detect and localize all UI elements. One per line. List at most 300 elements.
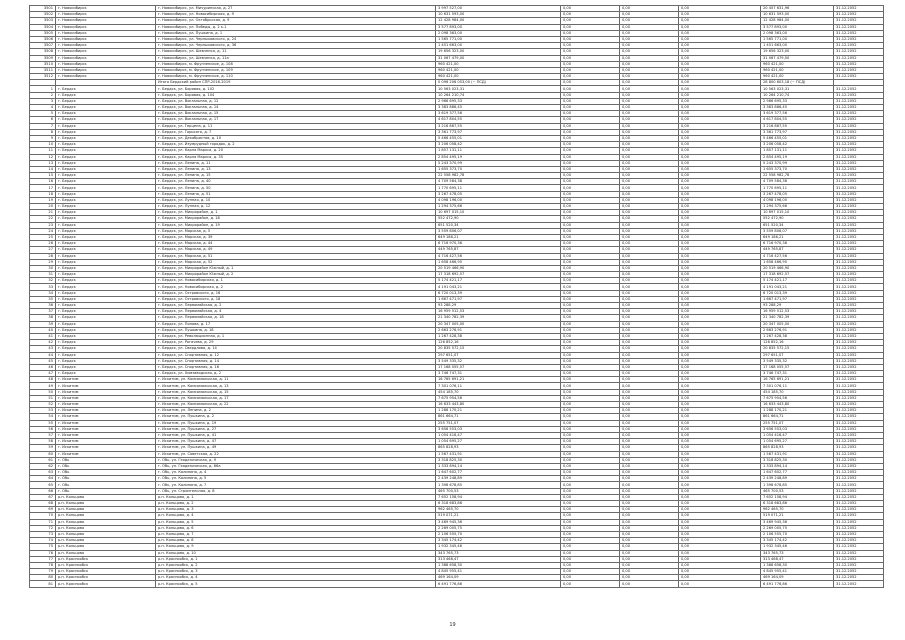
cost-budget-cell: 0,00 <box>620 575 679 581</box>
cost-fund-cell: 0,00 <box>561 513 620 519</box>
deadline-cell: 31.12.2052 <box>834 544 884 550</box>
municipality-cell: г. Обь <box>56 457 156 463</box>
cost-total-cell: 960 421,00 <box>436 67 561 73</box>
cost-budget-cell: 0,00 <box>620 420 679 426</box>
row-number-cell: 3501 <box>30 6 56 12</box>
cost-total-cell: 960 421,00 <box>436 61 561 67</box>
cost-fund-cell: 0,00 <box>561 389 620 395</box>
cost-fund-cell: 0,00 <box>561 531 620 537</box>
cost-other-cell: 0,00 <box>679 346 761 352</box>
cost-fund-cell: 0,00 <box>561 463 620 469</box>
cost-budget-cell: 0,00 <box>620 253 679 259</box>
row-number-cell: 41 <box>30 333 56 339</box>
municipality-cell: г. Обь <box>56 488 156 494</box>
cost-other-cell: 0,00 <box>679 92 761 98</box>
cost-owners-cell: 2 439 248,89 <box>761 476 834 482</box>
cost-fund-cell: 0,00 <box>561 439 620 445</box>
municipality-cell: г. Бердск <box>56 315 156 321</box>
address-cell: г. Бердск, ул. Вокзальная, д. 12 <box>156 98 436 104</box>
cost-total-cell: 3 577 893,00 <box>436 24 561 30</box>
cost-total-cell: 21 340 782,39 <box>436 315 561 321</box>
deadline-cell: 31.12.2052 <box>834 30 884 36</box>
row-number-cell: 3506 <box>30 36 56 42</box>
cost-total-cell: 1 288 170,21 <box>436 408 561 414</box>
address-cell: г. Искитим, ул. Пушкина, д. 27 <box>156 426 436 432</box>
cost-budget-cell: 0,00 <box>620 61 679 67</box>
cost-budget-cell: 0,00 <box>620 80 679 86</box>
deadline-cell: 31.12.2052 <box>834 371 884 377</box>
cost-total-cell: 3 361 773,97 <box>436 129 561 135</box>
cost-owners-cell: 2 106 555,70 <box>761 531 834 537</box>
cost-total-cell: 20 347 005,00 <box>436 321 561 327</box>
cost-other-cell: 0,00 <box>679 507 761 513</box>
cost-owners-cell: 2 098 363,00 <box>761 30 834 36</box>
address-cell: г. Искитим, ул. Комсомольская, д. 15 <box>156 389 436 395</box>
cost-owners-cell: 3 345 174,42 <box>761 538 834 544</box>
row-number-cell: 3509 <box>30 55 56 61</box>
cost-budget-cell: 0,00 <box>620 581 679 587</box>
municipality-cell: г. Искитим <box>56 389 156 395</box>
address-cell: г. Бердск, ул. Свердлова, д. 14 <box>156 346 436 352</box>
cost-other-cell: 0,00 <box>679 562 761 568</box>
municipality-cell: г. Новосибирск <box>56 12 156 18</box>
municipality-cell: г. Бердск <box>56 191 156 197</box>
deadline-cell: 31.12.2052 <box>834 204 884 210</box>
cost-owners-cell: 7 652 158,94 <box>761 494 834 500</box>
cost-other-cell: 0,00 <box>679 43 761 49</box>
row-number-cell: 18 <box>30 191 56 197</box>
cost-owners-cell: 1 054 416,47 <box>761 432 834 438</box>
cost-fund-cell: 0,00 <box>561 327 620 333</box>
cost-total-cell: 313 468,47 <box>436 556 561 562</box>
deadline-cell: 31.12.2052 <box>834 284 884 290</box>
cost-owners-cell: 255 751,07 <box>761 420 834 426</box>
deadline-cell: 31.12.2052 <box>834 321 884 327</box>
address-cell: г. Бердск, ул. Новосибирская, д. 2 <box>156 284 436 290</box>
row-number-cell: 2 <box>30 92 56 98</box>
municipality-cell: г. Бердск <box>56 340 156 346</box>
municipality-cell: р.п. Кольцово <box>56 519 156 525</box>
cost-fund-cell: 0,00 <box>561 185 620 191</box>
row-number-cell: 35 <box>30 296 56 302</box>
cost-budget-cell: 0,00 <box>620 309 679 315</box>
deadline-cell: 31.12.2052 <box>834 556 884 562</box>
row-number-cell: 24 <box>30 228 56 234</box>
cost-total-cell: 10 697 015,10 <box>436 210 561 216</box>
row-number-cell: 3503 <box>30 18 56 24</box>
cost-other-cell: 0,00 <box>679 519 761 525</box>
address-cell: г. Бердск, ул. Ленина, д. 13 <box>156 166 436 172</box>
address-cell: Итого Бердский район СПР-2016-2019 <box>156 80 436 86</box>
cost-total-cell: 1 054 695,27 <box>436 439 561 445</box>
cost-budget-cell: 0,00 <box>620 321 679 327</box>
cost-owners-cell: 6 716 970,36 <box>761 241 834 247</box>
cost-fund-cell: 0,00 <box>561 142 620 148</box>
row-number-cell: 6 <box>30 117 56 123</box>
municipality-cell: г. Бердск <box>56 272 156 278</box>
row-number-cell: 10 <box>30 142 56 148</box>
address-cell: г. Бердск, ул. Первомайская, д. 4 <box>156 309 436 315</box>
row-number-cell: 3510 <box>30 61 56 67</box>
cost-total-cell: 7 652 158,94 <box>436 494 561 500</box>
row-number-cell: 51 <box>30 395 56 401</box>
deadline-cell: 31.12.2052 <box>834 105 884 111</box>
cost-other-cell: 0,00 <box>679 74 761 80</box>
address-cell: г. Бердск, ул. Вокзальная, д. 14 <box>156 105 436 111</box>
cost-budget-cell: 0,00 <box>620 284 679 290</box>
cost-other-cell: 0,00 <box>679 49 761 55</box>
cost-budget-cell: 0,00 <box>620 290 679 296</box>
cost-total-cell: 10 631 593,00 <box>436 12 561 18</box>
row-number-cell: 15 <box>30 173 56 179</box>
deadline-cell: 31.12.2052 <box>834 575 884 581</box>
cost-other-cell: 0,00 <box>679 173 761 179</box>
cost-other-cell: 0,00 <box>679 148 761 154</box>
cost-other-cell: 0,00 <box>679 550 761 556</box>
municipality-cell: г. Обь <box>56 482 156 488</box>
cost-fund-cell: 0,00 <box>561 544 620 550</box>
cost-budget-cell: 0,00 <box>620 154 679 160</box>
municipality-cell: г. Новосибирск <box>56 30 156 36</box>
cost-budget-cell: 0,00 <box>620 395 679 401</box>
cost-fund-cell: 0,00 <box>561 154 620 160</box>
deadline-cell: 31.12.2052 <box>834 173 884 179</box>
cost-total-cell: 465 700,53 <box>436 488 561 494</box>
cost-owners-cell: 7 301 076,11 <box>761 383 834 389</box>
address-cell: г. Бердск, ул. Лунная, д. 10 <box>156 197 436 203</box>
cost-budget-cell: 0,00 <box>620 389 679 395</box>
cost-fund-cell: 0,00 <box>561 519 620 525</box>
cost-total-cell: 2 439 248,89 <box>436 476 561 482</box>
address-cell: р.п. Кольцово, д. 2 <box>156 501 436 507</box>
deadline-cell: 31.12.2052 <box>834 290 884 296</box>
cost-fund-cell: 0,00 <box>561 457 620 463</box>
municipality-cell: р.п. Краснообск <box>56 581 156 587</box>
address-cell: г. Бердск, ул. Революционная, д. 1 <box>156 333 436 339</box>
municipality-cell: р.п. Кольцово <box>56 550 156 556</box>
address-cell: г. Бердск, ул. Боровая, д. 102 <box>156 86 436 92</box>
cost-fund-cell: 0,00 <box>561 426 620 432</box>
municipality-cell: г. Бердск <box>56 92 156 98</box>
cost-budget-cell: 0,00 <box>620 476 679 482</box>
deadline-cell: 31.12.2052 <box>834 451 884 457</box>
cost-other-cell: 0,00 <box>679 476 761 482</box>
cost-budget-cell: 0,00 <box>620 525 679 531</box>
address-cell: г. Бердск, ул. Карла Маркса, д. 20 <box>156 148 436 154</box>
address-cell: г. Бердск, ул. Спортивная, д. 12 <box>156 352 436 358</box>
cost-other-cell: 0,00 <box>679 117 761 123</box>
cost-other-cell: 0,00 <box>679 98 761 104</box>
cost-other-cell: 0,00 <box>679 135 761 141</box>
row-number-cell: 44 <box>30 352 56 358</box>
cost-total-cell: 12 428 984,00 <box>436 18 561 24</box>
cost-other-cell: 0,00 <box>679 185 761 191</box>
cost-fund-cell: 0,00 <box>561 290 620 296</box>
cost-other-cell: 0,00 <box>679 569 761 575</box>
cost-owners-cell: 960 421,00 <box>761 67 834 73</box>
municipality-cell: г. Обь <box>56 463 156 469</box>
deadline-cell: 31.12.2052 <box>834 272 884 278</box>
municipality-cell: г. Бердск <box>56 327 156 333</box>
row-number-cell: 9 <box>30 135 56 141</box>
cost-other-cell: 0,00 <box>679 395 761 401</box>
cost-total-cell: 469 164,09 <box>436 575 561 581</box>
cost-fund-cell: 0,00 <box>561 18 620 24</box>
municipality-cell: г. Бердск <box>56 253 156 259</box>
row-number-cell: 62 <box>30 463 56 469</box>
address-cell: г. Обь, ул. Калинина, д. 5 <box>156 476 436 482</box>
row-number-cell: 69 <box>30 507 56 513</box>
address-cell: г. Бердск, ул. Лунная, д. 12 <box>156 204 436 210</box>
address-cell: г. Бердск, ул. Попова, д. 17 <box>156 321 436 327</box>
row-number-cell: 4 <box>30 105 56 111</box>
cost-other-cell: 0,00 <box>679 513 761 519</box>
deadline-cell: 31.12.2052 <box>834 562 884 568</box>
cost-total-cell: 3 997 527,00 <box>436 6 561 12</box>
cost-total-cell: 1 658 466,95 <box>436 259 561 265</box>
cost-total-cell: 1 388 658,30 <box>436 562 561 568</box>
cost-total-cell: 1 398 678,85 <box>436 482 561 488</box>
cost-other-cell: 0,00 <box>679 166 761 172</box>
deadline-cell: 31.12.2052 <box>834 389 884 395</box>
cost-total-cell: 3 549 335,32 <box>436 358 561 364</box>
cost-budget-cell: 0,00 <box>620 364 679 370</box>
row-number-cell: 3502 <box>30 12 56 18</box>
cost-fund-cell: 0,00 <box>561 371 620 377</box>
municipality-cell: г. Бердск <box>56 358 156 364</box>
deadline-cell: 31.12.2052 <box>834 414 884 420</box>
deadline-cell: 31.12.2052 <box>834 49 884 55</box>
municipality-cell: г. Бердск <box>56 247 156 253</box>
cost-total-cell: 2 098 363,00 <box>436 30 561 36</box>
deadline-cell: 31.12.2052 <box>834 148 884 154</box>
cost-total-cell: 1 054 416,47 <box>436 432 561 438</box>
cost-budget-cell: 0,00 <box>620 482 679 488</box>
cost-budget-cell: 0,00 <box>620 303 679 309</box>
address-cell: г. Бердск, ул. Первомайская, д. 2 <box>156 303 436 309</box>
row-number-cell: 52 <box>30 402 56 408</box>
cost-other-cell: 0,00 <box>679 488 761 494</box>
cost-fund-cell: 0,00 <box>561 55 620 61</box>
municipality-cell: г. Бердск <box>56 284 156 290</box>
cost-other-cell: 0,00 <box>679 86 761 92</box>
deadline-cell: 31.12.2052 <box>834 408 884 414</box>
row-number-cell: 68 <box>30 501 56 507</box>
municipality-cell: р.п. Кольцово <box>56 507 156 513</box>
cost-owners-cell: 7 675 954,56 <box>761 395 834 401</box>
cost-other-cell: 0,00 <box>679 439 761 445</box>
cost-budget-cell: 0,00 <box>620 346 679 352</box>
cost-fund-cell: 0,00 <box>561 241 620 247</box>
cost-owners-cell: 10 631 593,00 <box>761 12 834 18</box>
address-cell: р.п. Краснообск, д. 4 <box>156 575 436 581</box>
municipality-cell: г. Бердск <box>56 117 156 123</box>
deadline-cell: 31.12.2052 <box>834 67 884 73</box>
cost-fund-cell: 0,00 <box>561 340 620 346</box>
address-cell: г. Бердск, ул. Спортивная, д. 16 <box>156 364 436 370</box>
municipality-cell: г. Искитим <box>56 414 156 420</box>
municipality-cell: г. Бердск <box>56 278 156 284</box>
cost-total-cell: 3 469 945,36 <box>436 519 561 525</box>
cost-budget-cell: 0,00 <box>620 340 679 346</box>
cost-other-cell: 0,00 <box>679 544 761 550</box>
cost-total-cell: 3 746 747,31 <box>436 371 561 377</box>
cost-other-cell: 0,00 <box>679 123 761 129</box>
municipality-cell: р.п. Краснообск <box>56 569 156 575</box>
cost-owners-cell: 3 361 773,97 <box>761 129 834 135</box>
cost-owners-cell: 3 469 945,36 <box>761 519 834 525</box>
cost-fund-cell: 0,00 <box>561 333 620 339</box>
address-cell: г. Бердск, ул. Вокзальная, д. 17 <box>156 117 436 123</box>
cost-owners-cell: 960 421,00 <box>761 74 834 80</box>
municipality-cell: г. Искитим <box>56 445 156 451</box>
cost-other-cell: 0,00 <box>679 389 761 395</box>
row-number-cell: 36 <box>30 303 56 309</box>
address-cell: р.п. Кольцово, д. 3 <box>156 507 436 513</box>
cost-other-cell: 0,00 <box>679 445 761 451</box>
cost-budget-cell: 0,00 <box>620 296 679 302</box>
deadline-cell: 31.12.2052 <box>834 445 884 451</box>
cost-other-cell: 0,00 <box>679 581 761 587</box>
cost-total-cell: 651 520,34 <box>436 222 561 228</box>
cost-owners-cell: 16 765 691,21 <box>761 377 834 383</box>
cost-owners-cell: 4 191 043,21 <box>761 284 834 290</box>
cost-total-cell: 454 185,70 <box>436 389 561 395</box>
cost-total-cell: 3 345 174,42 <box>436 538 561 544</box>
deadline-cell: 31.12.2052 <box>834 12 884 18</box>
cost-budget-cell: 0,00 <box>620 18 679 24</box>
deadline-cell: 31.12.2052 <box>834 43 884 49</box>
cost-other-cell: 0,00 <box>679 265 761 271</box>
cost-owners-cell: 1 451 663,00 <box>761 43 834 49</box>
cost-budget-cell: 0,00 <box>620 123 679 129</box>
cost-budget-cell: 0,00 <box>620 432 679 438</box>
municipality-cell: г. Новосибирск <box>56 6 156 12</box>
address-cell: г. Обь, ул. Калинина, д. 7 <box>156 482 436 488</box>
address-cell: г. Новосибирск, ул. Мичуринская, д. 27 <box>156 6 436 12</box>
cost-total-cell: 5 243 370,99 <box>436 160 561 166</box>
cost-fund-cell: 0,00 <box>561 197 620 203</box>
address-cell: г. Искитим, ул. Пушкина, д. 2 <box>156 414 436 420</box>
deadline-cell: 31.12.2052 <box>834 129 884 135</box>
row-number-cell: 78 <box>30 562 56 568</box>
municipality-cell: г. Новосибирск <box>56 74 156 80</box>
cost-other-cell: 0,00 <box>679 18 761 24</box>
register-table <box>29 5 884 588</box>
cost-budget-cell: 0,00 <box>620 92 679 98</box>
address-cell: г. Новосибирск, ул. Новосибирская, д. 9 <box>156 12 436 18</box>
cost-total-cell: 2 269 005,75 <box>436 525 561 531</box>
cost-owners-cell: 861 664,71 <box>761 414 834 420</box>
cost-owners-cell: 5 243 370,99 <box>761 160 834 166</box>
municipality-cell: г. Бердск <box>56 309 156 315</box>
deadline-cell: 31.12.2052 <box>834 352 884 358</box>
cost-fund-cell: 0,00 <box>561 228 620 234</box>
cost-budget-cell: 0,00 <box>620 234 679 240</box>
cost-budget-cell: 0,00 <box>620 513 679 519</box>
cost-budget-cell: 0,00 <box>620 377 679 383</box>
address-cell: р.п. Кольцово, д. 10 <box>156 550 436 556</box>
row-number-cell: 20 <box>30 204 56 210</box>
cost-budget-cell: 0,00 <box>620 191 679 197</box>
deadline-cell: 31.12.2052 <box>834 315 884 321</box>
address-cell: г. Бердск, ул. Декабристов, д. 10 <box>156 135 436 141</box>
cost-fund-cell: 0,00 <box>561 105 620 111</box>
cost-owners-cell: 17 168 055,57 <box>761 364 834 370</box>
cost-owners-cell: 519 071,21 <box>761 513 834 519</box>
cost-total-cell: 19 656 323,00 <box>436 49 561 55</box>
municipality-cell: г. Новосибирск <box>56 55 156 61</box>
cost-total-cell: 552 472,90 <box>436 216 561 222</box>
cost-budget-cell: 0,00 <box>620 179 679 185</box>
deadline-cell: 31.12.2052 <box>834 538 884 544</box>
cost-other-cell: 0,00 <box>679 575 761 581</box>
cost-budget-cell: 0,00 <box>620 315 679 321</box>
deadline-cell: 31.12.2052 <box>834 160 884 166</box>
address-cell: р.п. Кольцово, д. 7 <box>156 531 436 537</box>
address-cell: г. Искитим, ул. Пушкина, д. 19 <box>156 420 436 426</box>
deadline-cell: 31.12.2052 <box>834 346 884 352</box>
cost-fund-cell: 0,00 <box>561 49 620 55</box>
address-cell: г. Бердск, ул. Карла Маркса, д. 35 <box>156 154 436 160</box>
row-number-cell: 25 <box>30 234 56 240</box>
cost-owners-cell: 3 216 867,55 <box>761 123 834 129</box>
cost-fund-cell: 0,00 <box>561 482 620 488</box>
cost-total-cell: 6 318 683,86 <box>436 501 561 507</box>
cost-total-cell: 449 765,87 <box>436 247 561 253</box>
cost-fund-cell: 0,00 <box>561 445 620 451</box>
row-number-cell: 14 <box>30 166 56 172</box>
cost-budget-cell: 0,00 <box>620 210 679 216</box>
cost-budget-cell: 0,00 <box>620 408 679 414</box>
deadline-cell: 31.12.2052 <box>834 253 884 259</box>
municipality-cell: г. Искитим <box>56 432 156 438</box>
cost-owners-cell: 2 854 495,19 <box>761 154 834 160</box>
row-number-cell: 57 <box>30 432 56 438</box>
cost-total-cell: 16 765 691,21 <box>436 377 561 383</box>
row-number-cell: 32 <box>30 278 56 284</box>
cost-fund-cell: 0,00 <box>561 173 620 179</box>
cost-owners-cell: 1 333 894,14 <box>761 463 834 469</box>
cost-owners-cell: 3 577 893,00 <box>761 24 834 30</box>
cost-budget-cell: 0,00 <box>620 49 679 55</box>
cost-fund-cell: 0,00 <box>561 494 620 500</box>
deadline-cell: 31.12.2052 <box>834 327 884 333</box>
cost-other-cell: 0,00 <box>679 154 761 160</box>
register-rows <box>30 6 884 588</box>
deadline-cell: 31.12.2052 <box>834 420 884 426</box>
cost-total-cell: 1 567 431,91 <box>436 451 561 457</box>
address-cell: г. Бердск, ул. Морская, д. 5 <box>156 228 436 234</box>
cost-total-cell: 1 655 373,70 <box>436 166 561 172</box>
cost-fund-cell: 0,00 <box>561 61 620 67</box>
row-number-cell: 23 <box>30 222 56 228</box>
cost-total-cell: 1 565 771,00 <box>436 36 561 42</box>
cost-other-cell: 0,00 <box>679 451 761 457</box>
municipality-cell: г. Новосибирск <box>56 18 156 24</box>
cost-total-cell: 6 491 776,86 <box>436 581 561 587</box>
municipality-cell: г. Новосибирск <box>56 61 156 67</box>
address-cell: г. Бердск, ул. Микрорайон, д. 18 <box>156 216 436 222</box>
cost-total-cell: 5 466 455,01 <box>436 135 561 141</box>
address-cell: г. Искитим, ул. Ленина, д. 2 <box>156 408 436 414</box>
cost-total-cell: 17 168 055,57 <box>436 364 561 370</box>
cost-fund-cell: 0,00 <box>561 278 620 284</box>
deadline-cell: 31.12.2052 <box>834 507 884 513</box>
cost-total-cell: 6 716 970,36 <box>436 241 561 247</box>
cost-other-cell: 0,00 <box>679 327 761 333</box>
municipality-cell: г. Новосибирск <box>56 43 156 49</box>
